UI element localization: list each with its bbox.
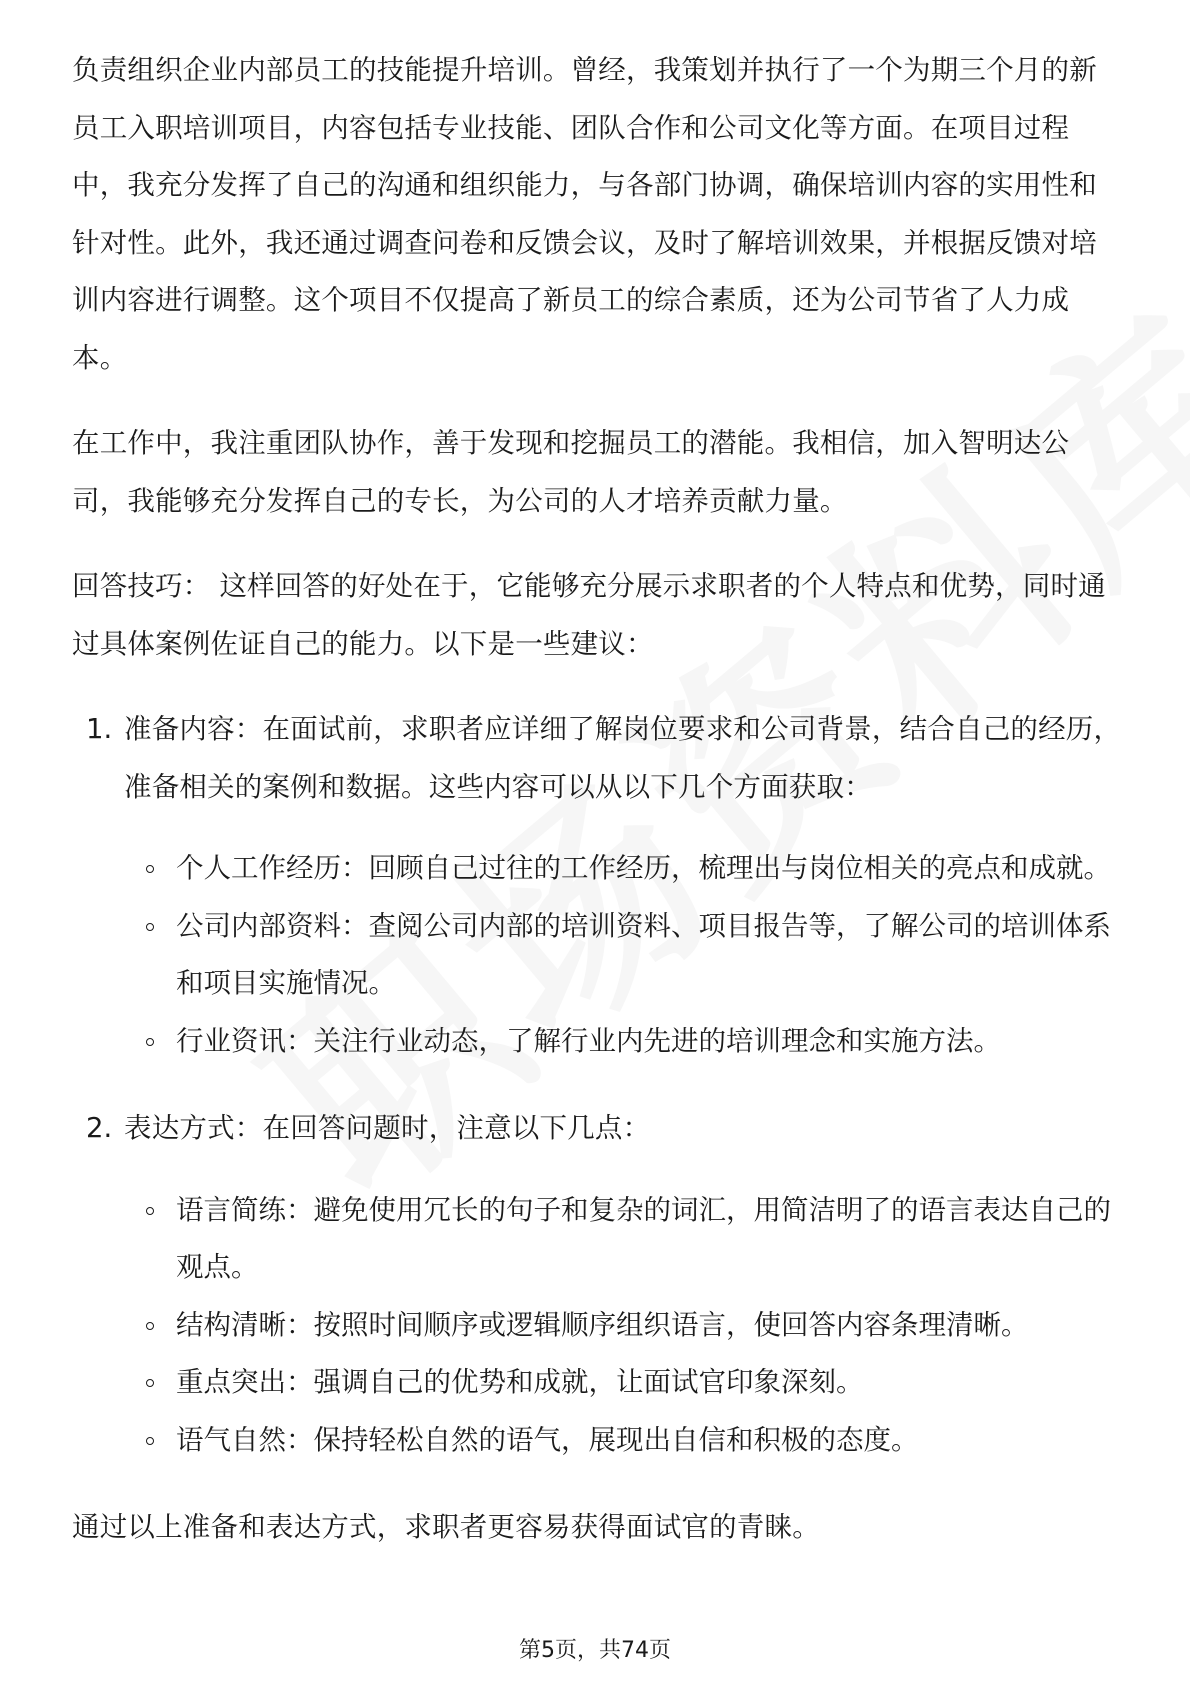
list-item [124, 898, 1122, 1013]
circle-bullet-icon [146, 923, 154, 931]
document-page [72, 42, 1122, 1557]
section-text: 准备内容：在面试前，求职者应详细了解岗位要求和公司背景，结合自己的经历，准备相关的案例和数据。这些内容可以从以下几个方面获取： [124, 713, 1122, 803]
section-text: 表达方式：在回答问题时，注意以下几点： [124, 1112, 651, 1144]
tips-paragraph: 回答技巧： 这样回答的好处在于，它能够充分展示求职者的个人特点和优势，同时通过具体案例佐证自己的能力。以下是一些建议： [72, 570, 1106, 660]
list-item-text: 公司内部资料：查阅公司内部的培训资料、项目报告等，了解公司的培训体系和项目实施情况。 [176, 909, 1111, 999]
list-item [124, 1182, 1122, 1297]
advice-list [72, 701, 1122, 1469]
sub-list [124, 1182, 1122, 1470]
section-number: 1. [86, 713, 113, 745]
list-item-text: 语言简练：避免使用冗长的句子和复杂的词汇，用简洁明了的语言表达自己的观点。 [176, 1193, 1111, 1283]
intro-paragraph: 负责组织企业内部员工的技能提升培训。曾经，我策划并执行了一个为期三个月的新员工入职培训项目，内容包括专业技能、团队合作和公司文化等方面。在项目过程中，我充分发挥了自己的沟通和组织能力，与各部门协调，确保培训内容的实用性和针对性。此外，我还通过调查问卷和反馈会议，及时了解培训效果，并根据反馈对培训内容进行调整。这个项目不仅提高了新员工的综合素质，还为公司节省了人力成本。 [72, 54, 1097, 374]
list-item-text: 个人工作经历：回顾自己过往的工作经历，梳理出与岗位相关的亮点和成就。 [176, 852, 1111, 884]
list-item [124, 840, 1122, 898]
circle-bullet-icon [146, 1322, 154, 1330]
team-paragraph: 在工作中，我注重团队协作，善于发现和挖掘员工的潜能。我相信，加入智明达公司，我能够充分发挥自己的专长，为公司的人才培养贡献力量。 [72, 427, 1070, 517]
list-item-text: 结构清晰：按照时间顺序或逻辑顺序组织语言，使回答内容条理清晰。 [176, 1308, 1029, 1341]
list-item [124, 1354, 1122, 1412]
list-item-text: 行业资讯：关注行业动态，了解行业内先进的培训理念和实施方法。 [176, 1024, 1001, 1057]
circle-bullet-icon [146, 1379, 154, 1387]
list-item [124, 1412, 1122, 1470]
closing-paragraph: 通过以上准备和表达方式，求职者更容易获得面试官的青睐。 [72, 1511, 820, 1543]
circle-bullet-icon [146, 865, 154, 873]
page-footer: 第5页，共74页 [519, 1638, 671, 1663]
list-item [124, 1297, 1122, 1355]
list-item-text: 语气自然：保持轻松自然的语气，展现出自信和积极的态度。 [176, 1423, 919, 1456]
list-item-text: 重点突出：强调自己的优势和成就，让面试官印象深刻。 [176, 1366, 864, 1398]
list-item [124, 1013, 1122, 1071]
circle-bullet-icon [146, 1207, 154, 1215]
circle-bullet-icon [146, 1038, 154, 1046]
sub-list [124, 840, 1122, 1070]
advice-section-expression [72, 1100, 1122, 1469]
advice-section-prepare [72, 701, 1122, 1070]
section-number: 2. [86, 1112, 113, 1144]
circle-bullet-icon [146, 1437, 154, 1445]
